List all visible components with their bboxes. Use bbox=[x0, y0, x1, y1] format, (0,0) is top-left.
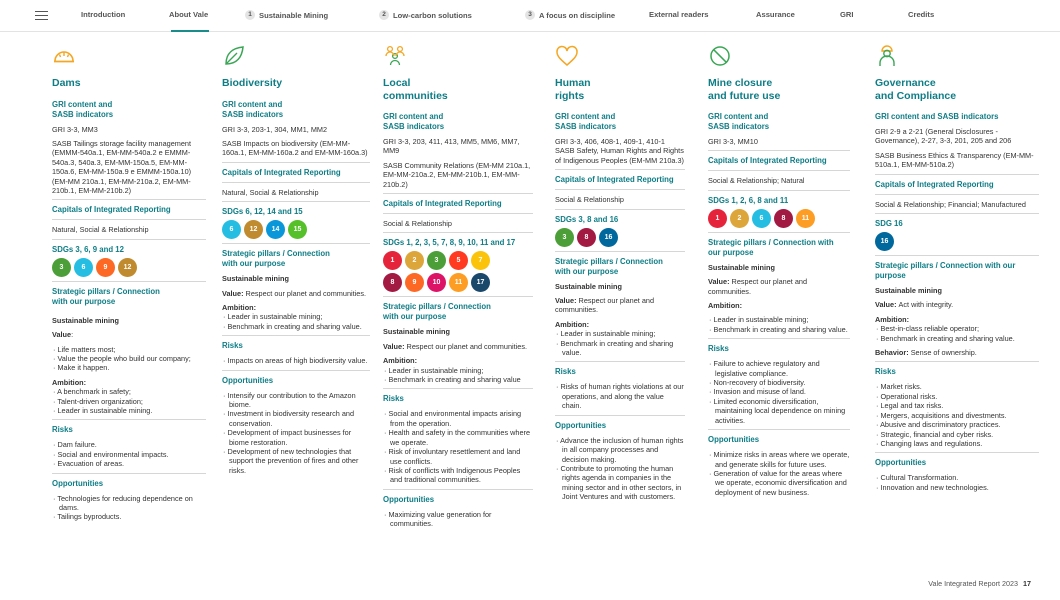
heading-line: with our purpose bbox=[52, 296, 116, 306]
sdg-2-icon: 2 bbox=[405, 251, 424, 270]
list-item: · Health and safety in the communities where we operate. bbox=[383, 428, 533, 447]
list-item: · Development of impact businesses for biome restoration. bbox=[222, 428, 370, 447]
sustainable-mining-label: Sustainable mining bbox=[555, 281, 622, 291]
value-line: Value: Respect our planet and communities. bbox=[383, 341, 528, 351]
title-line: Governance bbox=[875, 77, 936, 89]
value-text: Respect our planet and communities. bbox=[708, 277, 807, 296]
heading-line: with our purpose bbox=[222, 259, 286, 269]
list-item: · Evacuation of areas. bbox=[52, 459, 206, 468]
heading-line: GRI content and bbox=[222, 99, 283, 109]
sdg-icons bbox=[875, 232, 1039, 251]
value-label: Value bbox=[222, 288, 242, 298]
sdg-heading: SDGs 3, 6, 9 and 12 bbox=[52, 244, 124, 254]
sdg-17-icon: 17 bbox=[471, 273, 490, 292]
heading-line: GRI content and bbox=[555, 112, 616, 121]
nav-assurance[interactable] bbox=[756, 10, 795, 19]
opportunities-heading: Opportunities bbox=[708, 435, 760, 445]
capitals-text: Social & Relationship; Financial; Manufactured bbox=[875, 199, 1026, 209]
sustainable-mining-label: Sustainable mining bbox=[222, 274, 289, 284]
sdg-12-icon: 12 bbox=[244, 220, 263, 239]
gri-codes: GRI 3-3, 406, 408-1, 409-1, 410-1 SASB Safety, Human Rights and Rights of Indigenous Peoples (EM-MM 210a.3) bbox=[555, 137, 684, 165]
sdg-icons bbox=[222, 220, 370, 239]
sdg-3-icon: 3 bbox=[555, 228, 574, 247]
list-item: · Risks of human rights violations at our operations, and along the value chain. bbox=[555, 382, 685, 410]
sdg-11-icon: 11 bbox=[796, 209, 815, 228]
worker-person-icon bbox=[875, 44, 899, 68]
sasb-text: SASB Tailings storage facility management (EMMM-540a.1, EM-MM-540a.2 e EMMM-540a.3, 540a.3, EM-MM-150a.5, EM-MM-150a.6, EM-MM-150a.9 e EMMM-150a.10) (EM-MM 210a.1, EM-MM-210a.2, EM-MM-210b.1, EM-MM-210b.2) bbox=[52, 138, 192, 195]
list-item: · Leader in sustainable mining; bbox=[222, 312, 370, 321]
list-item: · Leader in sustainable mining; bbox=[383, 366, 533, 375]
opportunities-list bbox=[875, 473, 1039, 492]
gri-codes: GRI 3-3, 203-1, 304, MM1, MM2 bbox=[222, 124, 328, 134]
values-list bbox=[52, 345, 206, 373]
heading-line: SASB indicators bbox=[222, 109, 284, 119]
capitals-text: Social & Relationship bbox=[383, 219, 452, 229]
pillars-heading: Strategic pillars / Connection with our purpose bbox=[875, 261, 1016, 281]
ambition-label: Ambition: bbox=[52, 377, 87, 387]
section-title bbox=[383, 77, 533, 102]
pillars-heading bbox=[383, 302, 533, 322]
ambition-label: Ambition: bbox=[222, 302, 257, 312]
list-item: · Tailings byproducts. bbox=[52, 512, 206, 521]
pillars-heading bbox=[222, 249, 370, 269]
nav-label: GRI bbox=[840, 10, 854, 19]
risks-heading: Risks bbox=[383, 394, 404, 404]
heading-line: GRI content and bbox=[708, 112, 769, 121]
risks-list bbox=[555, 382, 685, 410]
title-line: Human bbox=[555, 77, 591, 89]
behavior-text: Sense of ownership. bbox=[910, 348, 977, 358]
heading-line: with our purpose bbox=[555, 266, 619, 276]
nav-label: Assurance bbox=[756, 10, 795, 19]
heart-icon bbox=[555, 44, 579, 68]
value-line: Value: Respect our planet and communities. bbox=[222, 288, 367, 298]
heading-line: with our purpose bbox=[383, 312, 447, 322]
report-name: Vale Integrated Report 2023 bbox=[928, 579, 1018, 588]
heading-line: GRI content and bbox=[383, 112, 444, 121]
sdg-12-icon: 12 bbox=[118, 258, 137, 277]
list-item: · Value the people who build our company; bbox=[52, 354, 206, 363]
mine-closure-column bbox=[708, 44, 850, 497]
opportunities-heading: Opportunities bbox=[383, 494, 435, 504]
heading-line: SASB indicators bbox=[52, 109, 114, 119]
capitals-text: Social & Relationship bbox=[555, 195, 624, 205]
title-line: and Compliance bbox=[875, 89, 957, 102]
gri-codes: GRI 3-3, MM3 bbox=[52, 124, 98, 134]
capitals-heading: Capitals of Integrated Reporting bbox=[708, 156, 827, 166]
pillars-heading bbox=[708, 238, 850, 258]
value-line: Value: Respect our planet and communities. bbox=[708, 277, 807, 296]
sdg-heading: SDGs 3, 8 and 16 bbox=[555, 214, 619, 224]
list-item: · Cultural Transformation. bbox=[875, 473, 1039, 482]
gri-heading bbox=[52, 100, 206, 120]
heading-line: our purpose bbox=[708, 247, 754, 257]
behavior-line bbox=[875, 348, 1039, 357]
capitals-text: Natural, Social & Relationship bbox=[222, 187, 319, 197]
ambition-list bbox=[383, 366, 533, 385]
opportunities-list bbox=[555, 436, 685, 502]
list-item: · Contribute to promoting the human rights agenda in companies in the mining sector and in other sectors, in Joint Ventures and with customers. bbox=[555, 464, 685, 502]
ambition-list bbox=[222, 312, 370, 331]
nav-number: 1 bbox=[245, 10, 255, 20]
sdg-3-icon: 3 bbox=[427, 251, 446, 270]
opportunities-heading: Opportunities bbox=[52, 478, 104, 488]
sdg-icons bbox=[383, 251, 503, 292]
gri-heading bbox=[708, 112, 850, 132]
list-item: · Advance the inclusion of human rights in all company processes and decision making. bbox=[555, 436, 685, 464]
list-item: · Development of new technologies that support the prevention of fires and other risks. bbox=[222, 447, 370, 475]
capitals-heading: Capitals of Integrated Reporting bbox=[222, 167, 341, 177]
risks-heading: Risks bbox=[555, 367, 576, 377]
list-item: · Non-recovery of biodiversity. bbox=[708, 378, 850, 387]
sdg-10-icon: 10 bbox=[427, 273, 446, 292]
value-label: Value bbox=[52, 330, 72, 340]
list-item: · Benchmark in creating and sharing value bbox=[383, 375, 533, 384]
sdg-heading: SDGs 1, 2, 6, 8 and 11 bbox=[708, 195, 789, 205]
sustainable-mining-label: Sustainable mining bbox=[52, 315, 119, 325]
ambition-label: Ambition: bbox=[383, 356, 418, 366]
nav-introduction[interactable] bbox=[81, 10, 125, 19]
leaf-icon bbox=[222, 44, 246, 68]
sdg-heading: SDGs 1, 2, 3, 5, 7, 8, 9, 10, 11 and 17 bbox=[383, 238, 516, 248]
list-item: · Risk of involuntary resettlement and land use conflicts. bbox=[383, 447, 533, 466]
heading-line: Strategic pillars / Connection bbox=[52, 286, 160, 296]
gri-heading bbox=[222, 100, 370, 120]
nav-sustainable-mining[interactable] bbox=[245, 10, 328, 20]
sdg-2-icon: 2 bbox=[730, 209, 749, 228]
nav-credits[interactable] bbox=[908, 10, 934, 19]
list-item: · Benchmark in creating and sharing value. bbox=[222, 322, 370, 331]
opportunities-heading: Opportunities bbox=[555, 420, 607, 430]
nav-focus-discipline[interactable] bbox=[525, 10, 615, 20]
risks-list bbox=[222, 356, 370, 365]
title-line: rights bbox=[555, 89, 585, 102]
capitals-heading: Capitals of Integrated Reporting bbox=[875, 179, 994, 189]
heading-line: SASB indicators bbox=[383, 122, 445, 131]
sustainable-mining-label: Sustainable mining bbox=[383, 327, 450, 337]
page-footer bbox=[928, 579, 1031, 588]
capitals-heading: Capitals of Integrated Reporting bbox=[555, 175, 674, 185]
list-item: · Social and environmental impacts arising from the operation. bbox=[383, 409, 533, 428]
gri-heading bbox=[555, 112, 685, 132]
sdg-icons bbox=[555, 228, 685, 247]
biodiversity-column bbox=[222, 44, 370, 475]
opportunities-list bbox=[52, 494, 206, 522]
section-title bbox=[708, 77, 850, 102]
sdg-5-icon: 5 bbox=[449, 251, 468, 270]
value-text: Respect our planet and communities. bbox=[245, 288, 367, 298]
heading-line: SASB indicators bbox=[708, 122, 770, 131]
opportunities-heading: Opportunities bbox=[875, 458, 927, 468]
prohibited-circle-icon bbox=[708, 44, 732, 68]
sdg-14-icon: 14 bbox=[266, 220, 285, 239]
nav-label: Sustainable Mining bbox=[259, 10, 329, 20]
risks-heading: Risks bbox=[875, 367, 896, 377]
capitals-text: Social & Relationship; Natural bbox=[708, 176, 805, 186]
gri-codes: GRI 3-3, 203, 411, 413, MM5, MM6, MM7, MM9 bbox=[383, 137, 520, 156]
ambition-label: Ambition: bbox=[875, 314, 910, 324]
list-item: · Social and environmental impacts. bbox=[52, 450, 206, 459]
value-label: Value bbox=[383, 341, 403, 351]
list-item: · Impacts on areas of high biodiversity value. bbox=[222, 356, 370, 365]
page-number: 17 bbox=[1023, 579, 1031, 588]
sdg-3-icon: 3 bbox=[52, 258, 71, 277]
list-item: · Dam failure. bbox=[52, 440, 206, 449]
title-line: Dams bbox=[52, 77, 81, 89]
heading-line: SASB indicators bbox=[555, 122, 617, 131]
ambition-list bbox=[708, 315, 850, 334]
sdg-7-icon: 7 bbox=[471, 251, 490, 270]
sustainable-mining-label: Sustainable mining bbox=[708, 262, 775, 272]
list-item: · Market risks. bbox=[875, 382, 1039, 391]
sdg-heading: SDGs 6, 12, 14 and 15 bbox=[222, 207, 303, 217]
opportunities-heading: Opportunities bbox=[222, 375, 274, 385]
value-text: Respect our planet and communities. bbox=[406, 341, 528, 351]
nav-label: About Vale bbox=[169, 10, 209, 19]
top-navigation bbox=[0, 0, 1060, 32]
list-item: · Maximizing value generation for communities. bbox=[383, 510, 533, 529]
gri-heading: GRI content and SASB indicators bbox=[875, 112, 999, 121]
sdg-9-icon: 9 bbox=[405, 273, 424, 292]
sdg-icons bbox=[708, 209, 850, 228]
nav-label: Credits bbox=[908, 10, 935, 19]
pillars-heading bbox=[52, 287, 206, 307]
section-title bbox=[52, 77, 206, 90]
behavior-label: Behavior: bbox=[875, 348, 909, 358]
sdg-8-icon: 8 bbox=[383, 273, 402, 292]
list-item: · Failure to achieve regulatory and legislative compliance. bbox=[708, 359, 850, 378]
sdg-6-icon: 6 bbox=[74, 258, 93, 277]
gri-codes: GRI 3-3, MM10 bbox=[708, 137, 758, 146]
list-item: · Abusive and discriminatory practices. bbox=[875, 420, 1039, 429]
list-item: · Operational risks. bbox=[875, 392, 1039, 401]
list-item: · Minimize risks in areas where we operate, and generate skills for future uses. bbox=[708, 450, 850, 469]
sdg-icons bbox=[52, 258, 206, 277]
risks-list bbox=[708, 359, 850, 425]
risks-list bbox=[875, 382, 1039, 448]
value-line bbox=[52, 330, 206, 339]
nav-label: External readers bbox=[649, 10, 709, 19]
sasb-text: SASB Community Relations (EM-MM 210a.1, EM-MM-210a.2, EM-MM-210b.1, EM-MM-210b.2) bbox=[383, 160, 531, 189]
sasb-text: SASB Impacts on biodiversity (EM-MM-160a.1, EM-MM-160a.2 and EM-MM-160a.3) bbox=[222, 138, 368, 158]
list-item: · Make it happen. bbox=[52, 363, 206, 372]
sdg-9-icon: 9 bbox=[96, 258, 115, 277]
sasb-text: SASB Business Ethics & Transparency (EM-MM-510a.1, EM-MM-510a.2) bbox=[875, 150, 1034, 170]
human-rights-column bbox=[555, 44, 685, 502]
ambition-list bbox=[555, 329, 685, 357]
dams-column bbox=[52, 44, 206, 522]
gri-codes: GRI 2-9 a 2-21 (General Disclosures - Governance), 2-27, 3-3, 201, 205 and 206 bbox=[875, 127, 1012, 146]
capitals-heading: Capitals of Integrated Reporting bbox=[383, 199, 502, 209]
title-line: Local bbox=[383, 77, 411, 89]
list-item: · Changing laws and regulations. bbox=[875, 439, 1039, 448]
sdg-11-icon: 11 bbox=[449, 273, 468, 292]
nav-label: Low-carbon solutions bbox=[393, 10, 472, 20]
section-title bbox=[555, 77, 685, 102]
section-title bbox=[875, 77, 1039, 102]
capitals-heading: Capitals of Integrated Reporting bbox=[52, 205, 171, 215]
section-title bbox=[222, 77, 370, 90]
heading-line: Strategic pillars / Connection with bbox=[708, 237, 834, 247]
local-communities-column bbox=[383, 44, 533, 529]
sdg-8-icon: 8 bbox=[577, 228, 596, 247]
gri-heading bbox=[383, 112, 533, 132]
risks-heading: Risks bbox=[708, 344, 729, 354]
list-item: · Strategic, financial and cyber risks. bbox=[875, 430, 1039, 439]
nav-number: 3 bbox=[525, 10, 535, 20]
value-text: Act with integrity. bbox=[898, 300, 954, 310]
value-line: Value: Respect our planet and communities. bbox=[555, 296, 654, 315]
value-line: Value: Act with integrity. bbox=[875, 300, 954, 310]
sdg-6-icon: 6 bbox=[752, 209, 771, 228]
list-item: · Legal and tax risks. bbox=[875, 401, 1039, 410]
value-label: Value bbox=[708, 277, 728, 287]
heading-line: GRI content and bbox=[52, 99, 113, 109]
list-item: · Life matters most; bbox=[52, 345, 206, 354]
ambition-list bbox=[52, 387, 206, 415]
list-item: · Leader in sustainable mining; bbox=[555, 329, 685, 338]
sdg-16-icon: 16 bbox=[875, 232, 894, 251]
list-item: · Benchmark in creating and sharing value. bbox=[875, 334, 1039, 343]
opportunities-list bbox=[222, 391, 370, 476]
nav-label: A focus on discipline bbox=[539, 10, 616, 20]
governance-column bbox=[875, 44, 1039, 492]
list-item: · Leader in sustainable mining. bbox=[52, 406, 206, 415]
sdg-15-icon: 15 bbox=[288, 220, 307, 239]
sdg-6-icon: 6 bbox=[222, 220, 241, 239]
helmet-icon bbox=[52, 44, 76, 68]
hamburger-menu-icon[interactable] bbox=[35, 11, 48, 21]
risks-heading: Risks bbox=[52, 425, 73, 435]
risks-heading: Risks bbox=[222, 341, 243, 351]
value-label: Value bbox=[875, 300, 895, 310]
pillars-heading bbox=[555, 257, 685, 277]
ambition-label: Ambition: bbox=[708, 301, 743, 311]
value-label: Value bbox=[555, 296, 575, 306]
opportunities-list bbox=[708, 450, 850, 497]
list-item: · A benchmark in safety; bbox=[52, 387, 206, 396]
list-item: · Benchmark in creating and sharing value. bbox=[708, 325, 850, 334]
list-item: · Risk of conflicts with Indigenous Peoples and traditional communities. bbox=[383, 466, 533, 485]
list-item: · Intensify our contribution to the Amazon biome. bbox=[222, 391, 370, 410]
title-line: and future use bbox=[708, 89, 781, 102]
list-item: · Talent-driven organization; bbox=[52, 397, 206, 406]
sdg-1-icon: 1 bbox=[708, 209, 727, 228]
heading-line: Strategic pillars / Connection bbox=[383, 302, 491, 312]
list-item: · Generation of value for the areas where we operate, economic diversification and deployment of new business. bbox=[708, 469, 850, 497]
list-item: · Invasion and misuse of land. bbox=[708, 387, 850, 396]
list-item: · Benchmark in creating and sharing value. bbox=[555, 339, 685, 358]
sdg-1-icon: 1 bbox=[383, 251, 402, 270]
people-group-icon bbox=[383, 44, 407, 68]
title-line: Mine closure bbox=[708, 77, 773, 89]
value-text: : bbox=[71, 330, 74, 340]
list-item: · Mergers, acquisitions and divestments. bbox=[875, 411, 1039, 420]
list-item: · Best-in-class reliable operator; bbox=[875, 324, 1039, 333]
nav-number: 2 bbox=[379, 10, 389, 20]
ambition-list bbox=[875, 324, 1039, 343]
list-item: · Investment in biodiversity research and conservation. bbox=[222, 409, 370, 428]
capitals-text: Natural, Social & Relationship bbox=[52, 225, 149, 235]
title-line: Biodiversity bbox=[222, 77, 283, 89]
list-item: · Limited economic diversification, maintaining local dependence on mining activities. bbox=[708, 397, 850, 425]
title-line: communities bbox=[383, 89, 448, 102]
heading-line: Strategic pillars / Connection bbox=[555, 256, 663, 266]
opportunities-list bbox=[383, 510, 533, 529]
nav-external-readers[interactable] bbox=[649, 10, 709, 19]
nav-active-indicator bbox=[171, 30, 209, 32]
heading-line: Strategic pillars / Connection bbox=[222, 249, 330, 259]
list-item: · Leader in sustainable mining; bbox=[708, 315, 850, 324]
risks-list bbox=[383, 409, 533, 484]
sdg-8-icon: 8 bbox=[774, 209, 793, 228]
sdg-16-icon: 16 bbox=[599, 228, 618, 247]
risks-list bbox=[52, 440, 206, 468]
value-text: Respect our planet and communities. bbox=[555, 296, 654, 315]
sdg-heading: SDG 16 bbox=[875, 219, 903, 229]
sustainable-mining-label: Sustainable mining bbox=[875, 286, 942, 296]
ambition-label: Ambition: bbox=[555, 319, 590, 329]
nav-about-vale[interactable] bbox=[169, 10, 208, 19]
nav-low-carbon[interactable] bbox=[379, 10, 472, 20]
list-item: · Innovation and new technologies. bbox=[875, 483, 1039, 492]
nav-label: Introduction bbox=[81, 10, 126, 19]
nav-gri[interactable] bbox=[840, 10, 854, 19]
list-item: · Technologies for reducing dependence on dams. bbox=[52, 494, 206, 513]
